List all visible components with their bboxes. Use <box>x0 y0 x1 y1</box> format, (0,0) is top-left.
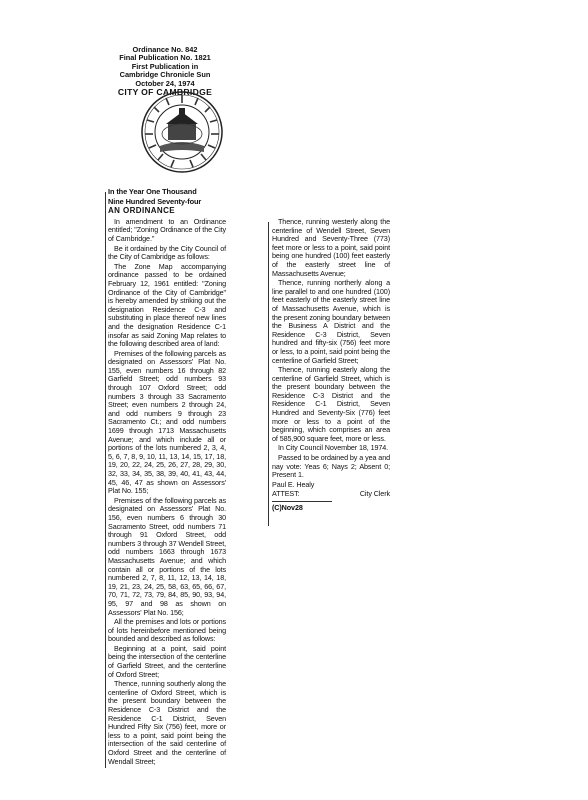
final-publication: Final Publication No. 1821 <box>119 53 211 63</box>
year-line-1: In the Year One Thousand <box>108 187 197 196</box>
city-name: CITY OF CAMBRIDGE <box>117 87 213 98</box>
publication-date: October 24, 1974 <box>135 78 195 88</box>
year-line-2: Nine Hundred Seventy-four <box>108 196 202 206</box>
publication-header <box>108 46 222 96</box>
city-of-cambridge-seal-icon <box>140 90 224 174</box>
paragraph: Thence, running southerly along the centerline of Oxford Street, which is the present boundary between the Residence C-3 District and the Residence C-1 District, Seven Hundred Fifty Six (756) feet, more or less to a point, said point being the intersection of the said centerline of Oxford Street and the centerline of Wendall Street; <box>108 679 226 766</box>
ordinance-number: Ordinance No. 842 <box>132 45 198 54</box>
paragraph: Thence, running northerly along a line parallel to and one hundred (100) feet easterly of the easterly street line of Massachusetts Avenue, which is the present zoning boundary between the Business A District and the Residence C-3 District, Seven hundred and fifty-six (756) feet more or less, to a point, said point being the centerline of Garfield Street; <box>272 278 390 365</box>
paragraph: The Zone Map accompanying ordinance passed to be ordained February 12, 1961 entitled: "Zoning Ordinance of the City of Cambridge" is hereby amended by striking out the designation Residence C-3 and substituting in place thereof new lines and the designation Residence C-1 insofar as said Zoning Map relates to the following described area of land: <box>108 261 226 349</box>
column-rule-right <box>268 222 269 526</box>
paragraph: All the premises and lots or portions of lots hereinbefore mentioned being bounded and described as follows: <box>108 617 226 644</box>
attest-label: ATTEST: <box>272 489 300 499</box>
paragraph: Be it ordained by the City Council of the City of Cambridge as follows: <box>108 243 226 262</box>
paragraph: In City Council November 18, 1974. <box>278 443 389 453</box>
paragraph: Thence, running westerly along the centerline of Wendell Street, Seven Hundred and Seventy-Three (773) feet more or less to a point, said point being one hundred (100) feet easterly of the easterly street line of Massachusetts Avenue; <box>272 217 390 278</box>
ordinance-left-column <box>108 188 226 767</box>
paragraph: Premises of the following parcels as designated on Assessors' Plat No. 155, even numbers 16 through 82 Garfield Street; odd numbers 93 through 107 Oxford Street; odd numbers 3 through 33 Sacramento Street; even numbers 2 through 24, and odd numbers 9 through 23 Sacramento Ct.; and odd numbers 1699 through 1713 Massachusetts Avenue; and which include all or portions of the lots numbered 2, 3, 4, 5, 6, 7, 8, 9, 10, 11, 13, 14, 15, 17, 18, 19, 20, 22, 24, 25, 26, 27, 28, 29, 30, 32, 33, 34, 35, 38, 39, 40, 41, 43, 44, 45, 46, 47 as shown on Assessors' Plat No. 155; <box>108 348 226 496</box>
publication-code: (C)Nov28 <box>272 503 303 512</box>
paragraph: Beginning at a point, said point being the intersection of the centerline of Garfield Street, and the centerline of Oxford Street; <box>108 643 226 679</box>
divider <box>272 501 332 502</box>
paragraph: In amendment to an Ordinance entitled; "Zoning Ordinance of the City of Cambridge." <box>108 216 226 243</box>
ordinance-title: AN ORDINANCE <box>108 206 176 216</box>
paragraph: Thence, running easterly along the centerline of Garfield Street, which is the present boundary between the Residence C-3 District and the Residence C-1 District, Seven Hundred and Seventy-Six (776) feet more or less to a point of the beginning, which comprises an area of 585,900 square feet, more or less. <box>272 365 390 443</box>
paragraph: Passed to be ordained by a yea and nay vote: Yeas 6; Nays 2; Absent 0; Present 1. <box>272 453 390 480</box>
ordinance-right-column <box>272 218 390 514</box>
paragraph: Premises of the following parcels as designated on Assessors' Plat No. 156, even numbers 6 through 30 Sacramento Street, odd numbers 71 through 91 Oxford Street, odd numbers 3 through 37 Wendell Street, odd numbers 1663 through 1673 Massachusetts Avenue; and which contain all or portions of the lots numbered 2, 7, 8, 11, 12, 13, 14, 18, 19, 21, 23, 24, 25, 58, 63, 65, 66, 67, 70, 71, 72, 73, 79, 84, 85, 90, 93, 94, 95, 97 and 98 as shown on Assessors' Plat No. 156; <box>108 495 226 617</box>
clerk-title: City Clerk <box>359 489 390 499</box>
clerk-name: Paul E. Healy <box>272 479 315 489</box>
newspaper-name: Cambridge Chronicle Sun <box>119 70 211 80</box>
column-rule-left <box>105 192 106 768</box>
attest-line <box>272 490 390 499</box>
first-publication: First Publication in <box>131 61 199 71</box>
